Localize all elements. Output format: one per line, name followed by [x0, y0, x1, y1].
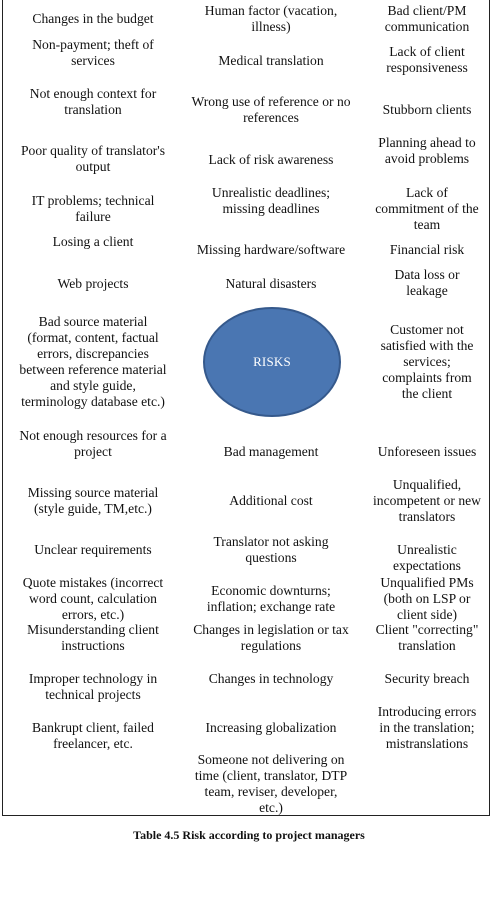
risk-item: Bad management	[223, 444, 319, 459]
risk-item: Quote mistakes (incorrect word count, calculation errors, etc.)	[22, 575, 164, 622]
risk-item: Customer not satisfied with the services; complaints from the client	[380, 322, 474, 401]
risk-item: Missing source material (style guide, TM,etc.)	[27, 485, 159, 516]
risk-item: Security breach	[384, 671, 470, 686]
table-caption: Table 4.5 Risk according to project managers	[133, 828, 365, 842]
risk-item: Someone not delivering on time (client, translator, DTP team, reviser, developer, etc.)	[194, 752, 348, 815]
risks-oval-label: RISKS	[253, 354, 291, 369]
risk-item: Unrealistic expectations	[393, 542, 461, 573]
risk-item: Losing a client	[52, 234, 134, 249]
risk-item: Human factor (vacation, illness)	[204, 3, 338, 34]
risk-item: Misunderstanding client instructions	[27, 622, 159, 653]
risk-item: Non-payment; theft of services	[32, 37, 154, 68]
risk-item: Changes in the budget	[32, 11, 154, 26]
risk-item: Unqualified, incompetent or new translators	[373, 477, 481, 524]
risk-item: Web projects	[57, 276, 129, 291]
risk-item: Natural disasters	[225, 276, 317, 291]
risk-item: Planning ahead to avoid problems	[378, 135, 476, 166]
risk-item: Unqualified PMs (both on LSP or client side)	[380, 575, 474, 622]
risk-item: Poor quality of translator's output	[20, 143, 166, 174]
risk-item: Financial risk	[389, 242, 465, 257]
risk-item: Lack of client responsiveness	[386, 44, 468, 75]
risk-item: Bad client/PM communication	[384, 3, 470, 34]
risk-item: Translator not asking questions	[213, 534, 329, 565]
risk-item: Changes in technology	[208, 671, 334, 686]
risk-item: Not enough context for translation	[29, 86, 157, 117]
risk-item: Unforeseen issues	[377, 444, 477, 459]
risk-item: Unclear requirements	[34, 542, 152, 557]
risk-item: Missing hardware/software	[196, 242, 346, 257]
risk-item: Client "correcting" translation	[375, 622, 479, 653]
risk-item: Improper technology in technical projects	[28, 671, 158, 702]
risk-item: Increasing globalization	[205, 720, 337, 735]
risk-item: Bad source material (format, content, factual errors, discrepancies between reference material and style guide, terminology database etc.)	[19, 314, 167, 409]
risks-table	[2, 0, 490, 816]
risks-oval	[203, 307, 341, 417]
risk-item: Stubborn clients	[382, 102, 472, 117]
risk-item: Not enough resources for a project	[19, 428, 167, 459]
risk-item: Additional cost	[229, 493, 313, 508]
risk-item: Medical translation	[218, 53, 324, 68]
risk-item: Unrealistic deadlines; missing deadlines	[211, 185, 331, 216]
risk-item: Wrong use of reference or no references	[191, 94, 351, 125]
risk-item: IT problems; technical failure	[31, 193, 155, 224]
risk-item: Lack of risk awareness	[208, 152, 334, 167]
risk-item: Data loss or leakage	[394, 267, 460, 298]
risk-item: Bankrupt client, failed freelancer, etc.	[32, 720, 154, 751]
risk-item: Changes in legislation or tax regulations	[193, 622, 349, 653]
risk-item: Introducing errors in the translation; mistranslations	[377, 704, 477, 751]
risk-item: Economic downturns; inflation; exchange rate	[206, 583, 336, 614]
risk-item: Lack of commitment of the team	[375, 185, 479, 232]
